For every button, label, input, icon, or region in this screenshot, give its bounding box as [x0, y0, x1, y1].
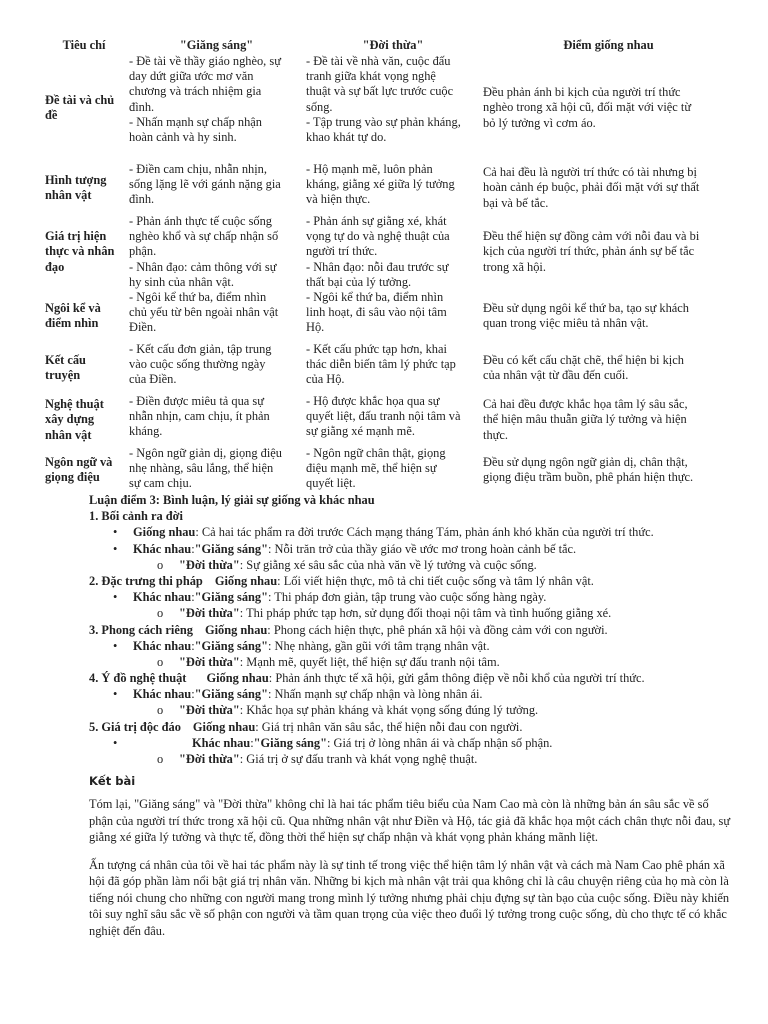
cell-line: Đề tài và chủ	[45, 92, 115, 107]
subsection-heading: 2. Đặc trưng thi pháp	[89, 573, 203, 588]
cell-line: nghèo trong xã hội cũ, đối mặt với việc từ	[483, 100, 692, 115]
cell-line: kịch của người trí thức, phản ánh sự bế tắc	[483, 244, 695, 259]
cell-line: Ngôn ngữ và	[45, 454, 113, 469]
cell-line: nhân vật	[45, 427, 92, 442]
cell-line: - Phản ánh sự giằng xé, khát	[306, 214, 447, 228]
list-item: o "Đời thừa": Khắc họa sự phản kháng và khát vọng sống đúng lý tưởng.	[157, 703, 539, 718]
cell-line: bỏ lý tưởng vì cơm áo.	[483, 115, 596, 130]
cell-line: hoàn cảnh ép buộc, phải đối mặt với sự thất	[483, 180, 700, 195]
criteria-cell	[40, 54, 128, 162]
comparison-table	[40, 37, 736, 494]
cell-line: - Hộ được khắc họa qua sự	[306, 394, 440, 409]
subsection-4: 4. Ý đồ nghệ thuật Giống nhau: Phản ánh thực tế xã hội, gửi gắm thông điệp về nỗi khổ của người trí thức.	[89, 671, 645, 686]
list-item: • Khác nhau:"Giăng sáng": Nhẹ nhàng, gần gũi với tâm trạng nhân vật.	[113, 638, 490, 653]
cell-line: đình.	[129, 99, 155, 114]
cell-line: - Nhân đạo: nỗi đau trước sự	[306, 259, 449, 274]
similarity-cell	[481, 214, 736, 290]
similarity-cell	[481, 54, 736, 162]
cell-line: nghèo khổ và sự chấp nhận số	[129, 229, 279, 244]
criteria-cell	[40, 290, 128, 342]
cell-line: - Kết cấu phức tạp hơn, khai	[306, 342, 447, 357]
analysis-section	[89, 493, 739, 768]
cell-line: người trí thức.	[306, 244, 378, 259]
cell-line: bại và bế tắc.	[483, 195, 549, 210]
cell-line: giọng điệu trầm buồn, phê phán hiện thực.	[483, 470, 694, 485]
cell-line: sống lặng lẽ với gánh nặng gia	[129, 177, 281, 192]
cell-line: phận.	[129, 244, 157, 259]
cell-line: khao khát tự do.	[306, 130, 387, 145]
analysis-title: Luận điểm 3: Bình luận, lý giải sự giống và khác nhau	[89, 493, 375, 507]
table-row	[40, 162, 736, 214]
criteria-cell	[40, 446, 128, 494]
cell-line: điểm nhìn	[45, 316, 99, 331]
subsection-3: 3. Phong cách riêng Giống nhau: Phong cách hiện thực, phê phán xã hội và đồng cảm với con người.	[89, 622, 608, 637]
list-item: • Khác nhau:"Giăng sáng": Nhấn mạnh sự chấp nhận và lòng nhân ái.	[113, 687, 483, 702]
list-item: • Giống nhau: Cả hai tác phẩm ra đời trước Cách mạng tháng Tám, phản ánh khó khăn của người trí thức.	[113, 525, 654, 540]
cell-line: hoàn cảnh và hy sinh.	[129, 130, 237, 145]
circle-bullet-icon: o	[157, 654, 164, 669]
cell-line: vào cuộc sống thường ngày	[129, 357, 266, 372]
giang-sang-cell	[128, 290, 305, 342]
cell-line: thác diễn biến tâm lý phức tạp	[306, 357, 456, 372]
cell-line: thuật và sự bất lực trước cuộc	[306, 84, 454, 99]
cell-line: - Đề tài về nhà văn, cuộc đấu	[306, 54, 451, 68]
cell-line: day dứt giữa ước mơ văn	[129, 69, 254, 84]
giang-sang-cell	[128, 162, 305, 214]
cell-line: - Kết cấu đơn giản, tập trung	[129, 342, 272, 357]
cell-line: Hộ.	[306, 320, 325, 335]
list-item: • Khác nhau:"Giăng sáng": Nỗi trăn trở của thầy giáo về ước mơ trong hoàn cảnh bế tắc.	[113, 541, 577, 556]
subsection-heading: 4. Ý đồ nghệ thuật	[89, 671, 187, 686]
cell-line: thực và nhân	[45, 244, 115, 259]
giang-sang-cell	[128, 446, 305, 494]
cell-line: và hiện thực.	[306, 192, 371, 207]
giang-sang-cell	[128, 342, 305, 394]
table-row	[40, 446, 736, 494]
cell-line: - Ngôi kể thứ ba, điểm nhìn	[129, 290, 267, 305]
doi-thua-cell	[305, 214, 481, 290]
cell-line: Đều sử dụng ngôn ngữ giản dị, chân thật,	[483, 454, 688, 469]
list-item: o "Đời thừa": Mạnh mẽ, quyết liệt, thể hiện sự đấu tranh nội tâm.	[157, 654, 500, 669]
conclusion-title: Kết bài	[89, 774, 136, 788]
cell-line: Đều sử dụng ngôi kể thứ ba, tạo sự khách	[483, 300, 689, 315]
cell-line: sự cam chịu.	[129, 476, 192, 491]
doi-thua-cell	[305, 342, 481, 394]
conclusion-paragraph-2: Ấn tượng cá nhân của tôi về hai tác phẩm này là sự tinh tế trong việc thể hiện tâm lý nhân vật và cách mà Nam Cao phê phán xã hội đã góp phần làm nổi bật giá trị nhân văn. Những bi kịch mà nhân vật trải qua không chỉ là câu chuyện riêng của họ mà còn là tiếng nói chung cho những con người mang trong mình lý tưởng nhưng phải chịu đựng sự tàn bạo của cuộc sống. Điều này khiến tôi suy nghĩ sâu sắc về số phận con người và tầm quan trọng của việc theo đuổi lý tưởng trong cuộc sống, dù cho thực tế có khắc nghiệt đến đâu.	[89, 857, 730, 938]
doi-thua-cell	[305, 162, 481, 214]
table-row	[40, 290, 736, 342]
table-row	[40, 342, 736, 394]
cell-line: hy sinh của nhân vật.	[129, 274, 234, 289]
circle-bullet-icon: o	[157, 557, 164, 572]
bullet-icon: •	[113, 687, 118, 702]
header-doi-thua: "Đời thừa"	[362, 37, 424, 52]
cell-line: - Hộ mạnh mẽ, luôn phản	[306, 162, 433, 176]
bullet-icon: •	[113, 590, 118, 605]
cell-line: Cả hai đều là người trí thức có tài nhưng bị	[483, 165, 697, 180]
subsection-2: 2. Đặc trưng thi pháp Giống nhau: Lối viết hiện thực, mô tả chi tiết cuộc sống và tâm lý nhân vật.	[89, 573, 594, 588]
cell-line: truyện	[45, 368, 81, 383]
cell-line: quyết liệt.	[306, 476, 356, 491]
cell-line: - Điền cam chịu, nhẫn nhịn,	[129, 162, 267, 176]
cell-line: Cả hai đều được khắc họa tâm lý sâu sắc,	[483, 397, 688, 412]
list-item: • Khác nhau:"Giăng sáng": Thi pháp đơn giản, tập trung vào cuộc sống hàng ngày.	[113, 590, 547, 605]
cell-line: giọng điệu	[45, 470, 100, 485]
criteria-cell	[40, 162, 128, 214]
giang-sang-cell	[128, 214, 305, 290]
cell-line: Ngôi kể và	[45, 300, 101, 315]
header-giang-sang: "Giăng sáng"	[179, 37, 254, 52]
cell-line: của Điền.	[129, 372, 177, 387]
cell-line: quyết liệt, đấu tranh nội tâm và	[306, 409, 461, 424]
list-item: o "Đời thừa": Giá trị ở sự đấu tranh và khát vọng nghệ thuật.	[157, 752, 478, 766]
conclusion-section	[89, 774, 734, 950]
subsection-5: 5. Giá trị độc đáo Giống nhau: Giá trị nhân văn sâu sắc, thể hiện nỗi đau con người.	[89, 719, 523, 734]
cell-line: đình.	[129, 192, 155, 207]
giang-sang-cell	[128, 54, 305, 162]
bullet-icon: •	[113, 735, 118, 750]
table-row	[40, 214, 736, 290]
circle-bullet-icon: o	[157, 703, 164, 718]
cell-line: Đều thể hiện sự đồng cảm với nỗi đau và bi	[483, 229, 700, 244]
cell-line: trong xã hội.	[483, 259, 546, 274]
cell-line: - Ngôn ngữ giản dị, giọng điệu	[129, 446, 282, 461]
doi-thua-cell	[305, 394, 481, 446]
cell-line: Kết cấu	[45, 352, 86, 367]
similarity-cell	[481, 342, 736, 394]
cell-line: chương và trách nhiệm gia	[129, 84, 262, 99]
subsection-heading: 1. Bối cảnh ra đời	[89, 509, 183, 524]
cell-line: nhân vật	[45, 188, 92, 202]
cell-line: sự giằng xé mạnh mẽ.	[306, 424, 415, 439]
criteria-cell	[40, 214, 128, 290]
similarity-cell	[481, 446, 736, 494]
cell-line: quan trong việc miêu tả nhân vật.	[483, 316, 649, 331]
cell-line: thất bại của lý tưởng.	[306, 274, 412, 289]
header-similarity: Điểm giống nhau	[563, 37, 654, 52]
cell-line: sống.	[306, 99, 333, 114]
bullet-icon: •	[113, 638, 118, 653]
cell-line: - Tập trung vào sự phản kháng,	[306, 114, 461, 129]
cell-line: của Hộ.	[306, 372, 345, 387]
cell-line: - Đề tài về thầy giáo nghèo, sự	[129, 54, 281, 68]
cell-line: - Nhấn mạnh sự chấp nhận	[129, 114, 262, 129]
conclusion-paragraph-1: Tóm lại, "Giăng sáng" và "Đời thừa" không chỉ là hai tác phẩm tiêu biểu của Nam Cao mà còn là những bản án sâu sắc về số phận của người trí thức trong xã hội cũ. Qua những nhân vật như Điền và Hộ, tác giả đã khắc họa một cách chân thực nỗi đau, sự giằng xé giữa lý tưởng và thực tế, đồng thời thể hiện sự chấp nhận và khát vọng phản kháng mãnh liệt.	[89, 797, 731, 844]
subsection-heading: 3. Phong cách riêng	[89, 622, 193, 637]
cell-line: của nhân vật từ đầu đến cuối.	[483, 368, 629, 383]
cell-line: - Điền được miêu tả qua sự	[129, 394, 264, 409]
cell-line: kháng.	[129, 424, 163, 439]
cell-line: kháng, giằng xé giữa lý tưởng	[306, 177, 455, 192]
doi-thua-cell	[305, 446, 481, 494]
cell-line: điệu mạnh mẽ, thể hiện sự	[306, 461, 437, 476]
cell-line: linh hoạt, đi sâu vào nội tâm	[306, 305, 447, 320]
similarity-cell	[481, 162, 736, 214]
subsection-heading: 5. Giá trị độc đáo	[89, 719, 181, 734]
criteria-cell	[40, 394, 128, 446]
header-criteria: Tiêu chí	[62, 37, 106, 52]
cell-line: Hình tượng	[45, 172, 107, 187]
similarity-cell	[481, 290, 736, 342]
list-item: o "Đời thừa": Sự giằng xé sâu sắc của nhà văn về lý tưởng và cuộc sống.	[157, 557, 537, 572]
cell-line: Điền.	[129, 320, 157, 335]
table-row	[40, 54, 736, 162]
cell-line: nhẫn nhịn, cam chịu, ít phản	[129, 409, 270, 424]
cell-line: đề	[45, 108, 58, 122]
cell-line: tranh giữa khát vọng nghệ	[306, 69, 436, 84]
table-row	[40, 394, 736, 446]
cell-line: xây dựng	[45, 412, 95, 427]
circle-bullet-icon: o	[157, 606, 164, 621]
similarity-cell	[481, 394, 736, 446]
circle-bullet-icon: o	[157, 752, 164, 766]
list-item: o "Đời thừa": Thi pháp phức tạp hơn, sử dụng đối thoại nội tâm và tình huống giằng xé.	[157, 606, 612, 621]
subsection-1	[89, 509, 739, 525]
cell-line: - Phản ánh thực tế cuộc sống	[129, 214, 272, 228]
cell-line: chủ yếu từ bên ngoài nhân vật	[129, 305, 279, 320]
cell-line: Đều có kết cấu chặt chẽ, thể hiện bi kịch	[483, 352, 684, 367]
cell-line: đạo	[45, 259, 65, 274]
table-header-row	[40, 37, 736, 54]
bullet-icon: •	[113, 541, 118, 556]
doi-thua-cell	[305, 290, 481, 342]
cell-line: vọng tự do và nghệ thuật của	[306, 229, 450, 244]
cell-line: - Ngôi kể thứ ba, điểm nhìn	[306, 290, 444, 305]
cell-line: thể hiện mâu thuẫn giữa lý tưởng và hiện	[483, 412, 687, 427]
cell-line: - Nhân đạo: cảm thông với sự	[129, 259, 277, 274]
bullet-icon: •	[113, 525, 118, 540]
cell-line: nhẹ nhàng, sâu lắng, thể hiện	[129, 461, 274, 476]
list-item: • Khác nhau:"Giăng sáng": Giá trị ở lòng nhân ái và chấp nhận số phận.	[113, 735, 553, 750]
criteria-cell	[40, 342, 128, 394]
giang-sang-cell	[128, 394, 305, 446]
cell-line: - Ngôn ngữ chân thật, giọng	[306, 446, 446, 461]
cell-line: Giá trị hiện	[45, 229, 107, 244]
doi-thua-cell	[305, 54, 481, 162]
cell-line: thực.	[483, 427, 508, 442]
cell-line: Nghệ thuật	[45, 397, 104, 412]
cell-line: Đều phản ánh bi kịch của người trí thức	[483, 85, 681, 100]
